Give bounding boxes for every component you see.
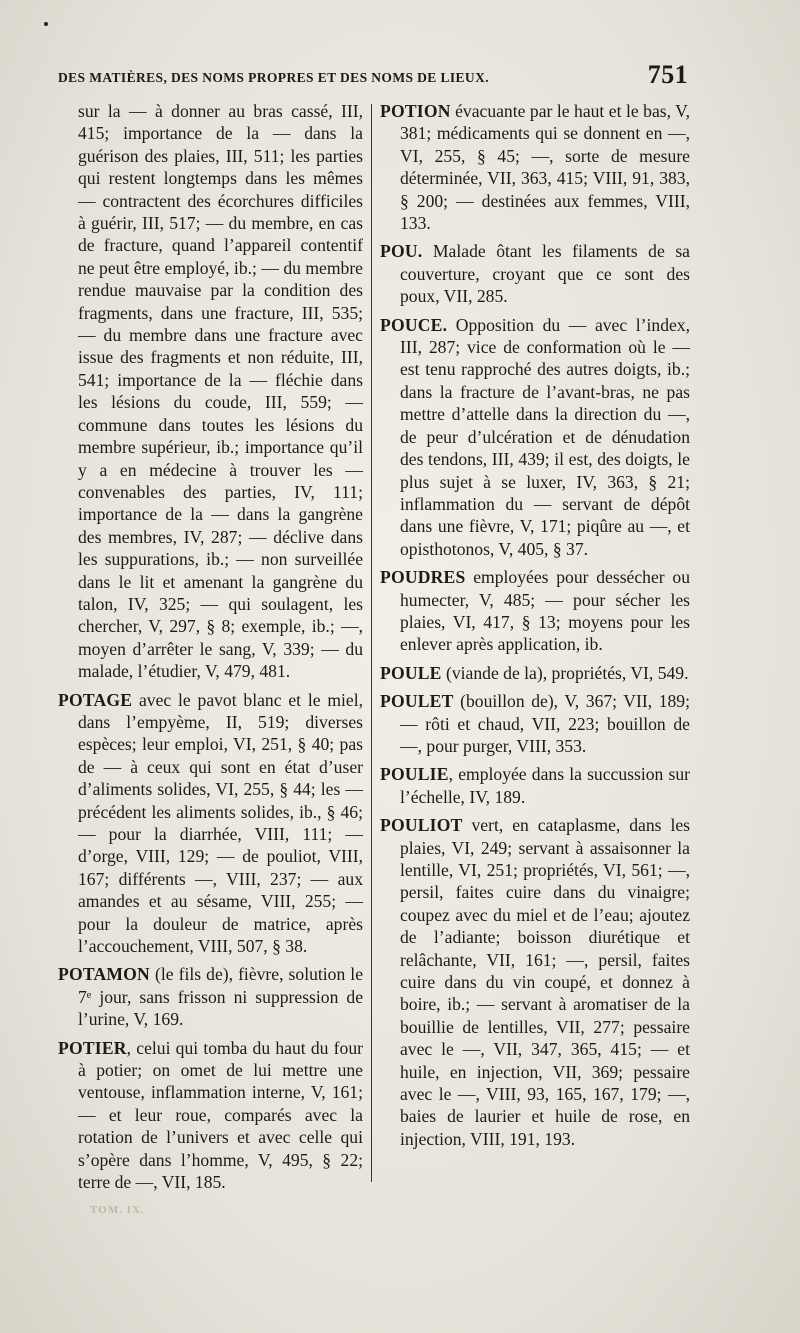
running-header <box>58 62 688 94</box>
entry-headword: POUCE. <box>380 314 448 335</box>
entry-headword: POU. <box>380 241 423 262</box>
left-column <box>58 100 363 1200</box>
entry-headword: POTIER <box>58 1037 127 1058</box>
entry-text: vert, en cataplasme, dans les plaies, VI, 249; servant à assaisonner la lentille, VI, 251; propriétés, VI, 561; —, persil, faites cuire dans du vinaigre; coupez avec du miel et de l’eau; ajoutez de l’adiante; boisson diurétique et relâchante, VII, 161; —, persil, faites cuire dans du vin coupé, et donnez à boire, ib.; — servant à aromatiser de la bouillie de lentilles, VII, 277; pessaire avec le —, VII, 347, 365, 415; — et huile, en injection, VII, 369; pessaire avec le —, VIII, 93, 165, 167, 179; —, baies de laurier et huile de rose, en injection, VIII, 191, 193. <box>400 815 690 1149</box>
entry-headword: POULE <box>380 662 442 683</box>
entry-text: (viande de la), propriétés, VI, 549. <box>441 662 689 683</box>
index-entry <box>58 689 363 958</box>
entry-headword: POTAMON <box>58 964 150 985</box>
column-divider <box>371 104 372 1182</box>
signature-mark: TOM. IX. <box>90 1204 145 1216</box>
entry-text: , employée dans la succussion sur l’échelle, IV, 189. <box>400 764 690 807</box>
index-entry <box>380 240 690 307</box>
entry-headword: POULET <box>380 691 454 712</box>
index-entry <box>380 763 690 808</box>
entry-text: (bouillon de), V, 367; VII, 189; — rôti et chaud, VII, 223; bouillon de —, pour purger, VIII, 353. <box>400 691 690 756</box>
entry-text: évacuante par le haut et le bas, V, 381; médicaments qui se donnent en —, VI, 255, § 45; —, sorte de mesure déterminée, VII, 363, 415; VIII, 91, 383, § 200; — destinées aux femmes, VIII, 133. <box>400 101 690 234</box>
entry-text: employées pour dessécher ou humecter, V, 485; — pour sécher les plaies, VI, 417, § 13; moyens pour les enlever après application, ib. <box>400 567 690 655</box>
index-entry <box>58 1037 363 1194</box>
ink-speck <box>44 22 48 26</box>
entry-headword: POULIOT <box>380 815 463 836</box>
index-entry <box>380 566 690 656</box>
index-entry <box>380 814 690 1150</box>
index-entry <box>380 314 690 560</box>
right-column <box>380 100 690 1156</box>
page-number: 751 <box>647 60 688 89</box>
entry-headword: POUDRES <box>380 567 466 588</box>
index-entry <box>58 963 363 1030</box>
entry-headword: POTION <box>380 101 451 121</box>
entry-text: Malade ôtant les filaments de sa couverture, croyant que ce sont des poux, VII, 285. <box>400 241 690 307</box>
index-entry <box>380 662 690 684</box>
index-entry <box>380 690 690 757</box>
entry-text: avec le pavot blanc et le miel, dans l’empyème, II, 519; diverses espèces; leur emploi, VI, 251, § 40; pas de — à ceux qui sont en état d’user d’aliments solides, VI, 255, § 44; les — précédent les aliments solides, ib., § 46; — pour la diarrhée, VIII, 111; — d’orge, VIII, 129; — de pouliot, VIII, 167; différents —, VIII, 237; — aux amandes et au sésame, VIII, 255; — pour la douleur de matrice, après l’accouchement, VIII, 507, § 38. <box>78 689 363 957</box>
entry-text: sur la — à donner au bras cassé, III, 415; importance de la — dans la guérison des plaies, III, 511; les parties qui restent longtemps dans les mêmes — contractent des écorchures difficiles à guérir, III, 517; — du membre, en cas de fracture, quand l’appareil contentif ne peut être employé, ib.; — du membre rendue mauvaise par la condition des fragments, dans une fracture, III, 535; — du membre dans une fracture avec issue des fragments et non réduite, III, 541; importance de la — fléchie dans les lésions du coude, III, 559; — commune dans toutes les lésions du membre supérieur, ib.; importance qu’il y a en médecine à trouver les — convenables des parties, IV, 111; importance de la — dans la gangrène des membres, IV, 287; — déclive dans les suppurations, ib.; — non surveillée dans le lit et amenant la gangrène du talon, IV, 325; — qui soulagent, les chercher, V, 297, § 8; exemple, ib.; —, moyen d’arrêter le sang, V, 339; — du malade, l’étudier, V, 479, 481. <box>78 101 363 682</box>
index-entry <box>58 100 363 683</box>
entry-text: Opposition du — avec l’index, III, 287; vice de conformation où le — est tenu rapproché des autres doigts, ib.; dans la fracture de l’avant-bras, ne pas mettre d’attelle dans la direction du —, de peur d’ulcération et de dénudation des tendons, III, 439; il est, des doigts, le plus sujet à se luxer, IV, 363, § 21; inflammation du — servant de dépôt dans une fièvre, V, 171; piqûre au —, et opisthotonos, V, 405, § 37. <box>400 314 690 559</box>
running-title: DES MATIÈRES, DES NOMS PROPRES ET DES NOMS DE LIEUX. <box>58 70 490 85</box>
entry-text: (le fils de), fièvre, solution le 7ᵉ jour, sans frisson ni suppression de l’urine, V, 169. <box>78 964 363 1030</box>
entry-text: , celui qui tomba du haut du four à potier; on omet de lui mettre une ventouse, inflammation interne, V, 161; — et leur roue, comparés avec la rotation de l’univers et avec celle qui s’opère dans l’homme, V, 495, § 22; terre de —, VII, 185. <box>78 1037 363 1193</box>
index-entry <box>380 100 690 234</box>
entry-headword: POTAGE <box>58 689 133 710</box>
entry-headword: POULIE <box>380 764 449 785</box>
